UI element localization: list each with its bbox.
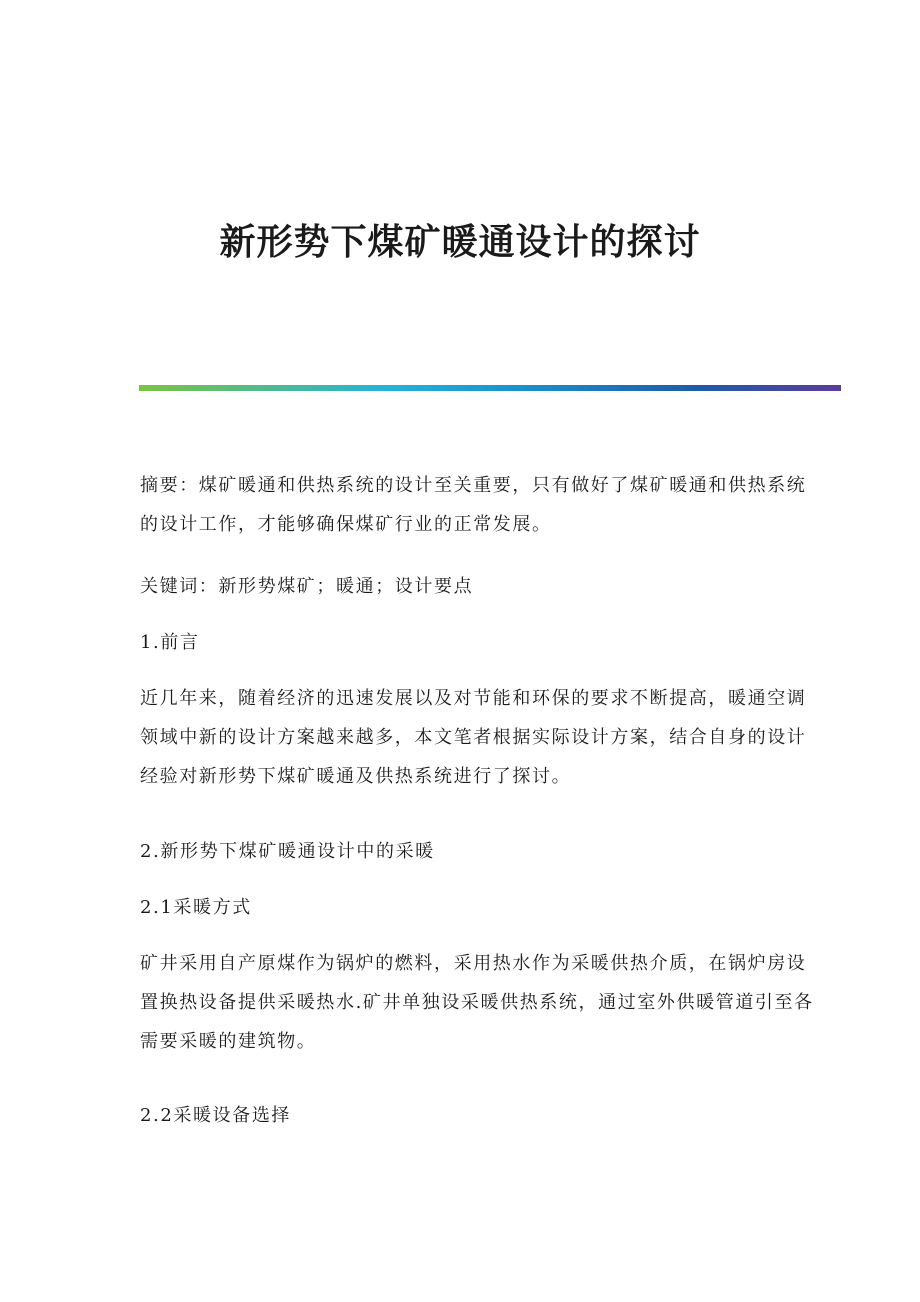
section-1-heading-text: 1.前言 bbox=[140, 632, 200, 653]
section-2-1-line-3: 需要采暖的建筑物。 bbox=[140, 1031, 317, 1052]
abstract-line-1: 摘要：煤矿暖通和供热系统的设计至关重要，只有做好了煤矿暖通和供热系统 bbox=[140, 475, 807, 496]
keywords-text: 关键词：新形势煤矿；暖通；设计要点 bbox=[140, 576, 474, 597]
document-title: 新形势下煤矿暖通设计的探讨 bbox=[219, 221, 701, 263]
section-2-1-line-1: 矿井采用自产原煤作为锅炉的燃料，采用热水作为采暖供热介质，在锅炉房设 bbox=[140, 953, 807, 974]
section-1-line-1: 近几年来，随着经济的迅速发展以及对节能和环保的要求不断提高，暖通空调 bbox=[140, 688, 807, 709]
title-divider bbox=[139, 385, 841, 391]
section-1-paragraph bbox=[140, 679, 807, 796]
abstract-paragraph bbox=[140, 466, 807, 544]
section-2-1-heading-text: 2.1采暖方式 bbox=[140, 897, 252, 918]
section-1-heading bbox=[140, 623, 785, 662]
section-2-2-heading-text: 2.2采暖设备选择 bbox=[140, 1105, 292, 1126]
keywords-line bbox=[140, 567, 785, 606]
section-2-heading-text: 2.新形势下煤矿暖通设计中的采暖 bbox=[140, 841, 435, 862]
section-2-1-paragraph bbox=[140, 944, 814, 1061]
section-2-1-heading bbox=[140, 888, 785, 927]
section-2-2-heading bbox=[140, 1096, 785, 1135]
section-1-line-3: 经验对新形势下煤矿暖通及供热系统进行了探讨。 bbox=[140, 766, 572, 787]
abstract-line-2: 的设计工作，才能够确保煤矿行业的正常发展。 bbox=[140, 514, 552, 535]
section-2-1-line-2: 置换热设备提供采暖热水.矿井单独设采暖供热系统，通过室外供暖管道引至各 bbox=[140, 992, 814, 1013]
section-2-heading bbox=[140, 832, 785, 871]
section-1-line-2: 领域中新的设计方案越来越多，本文笔者根据实际设计方案，结合自身的设计 bbox=[140, 727, 807, 748]
